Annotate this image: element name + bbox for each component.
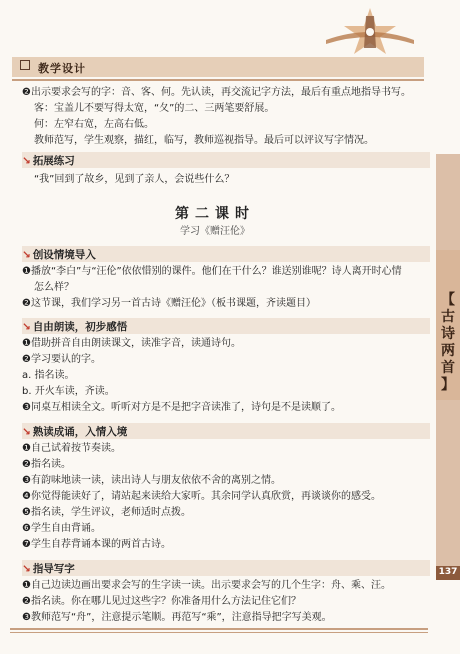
body-line: ❹你觉得能读好了，请站起来读给大家听。其余同学认真欣赏，再谈谈你的感受。 (22, 491, 381, 502)
footer-rule (10, 628, 428, 630)
body-line: ❸教师范写“舟”，注意提示笔顺。再范写“乘”，注意指导把字写美观。 (22, 612, 332, 623)
body-line: ❶借助拼音自由朗读课文，读准字音，读通诗句。 (22, 338, 241, 349)
footer-rule-thin (10, 632, 428, 633)
body-line: ❶自己试着按节奏读。 (22, 443, 121, 454)
lesson-title: 第二课时 (175, 206, 255, 222)
section-title: 指导写字 (32, 563, 75, 575)
section-heading (22, 319, 127, 334)
header-divider (12, 79, 424, 81)
arrow-icon: ↘ (22, 155, 31, 167)
side-tab-title: 古诗两首 (441, 309, 455, 376)
body-line: ❷出示要求会写的字：音、客、何。先认读，再交流记字方法，最后有重点地指导书写。 (22, 87, 411, 98)
side-tab-text (438, 292, 458, 394)
body-line: ❺指名读，学生评议，老师适时点拨。 (22, 507, 191, 518)
body-line: 何：左窄右宽，左高右低。 (34, 119, 154, 130)
section-heading (22, 247, 96, 262)
body-line: ❸同桌互相读全文。听听对方是不是把字音读准了，诗句是不是读顺了。 (22, 402, 341, 413)
section-heading (22, 424, 127, 439)
section-title: 熟读成诵，入情入境 (32, 426, 128, 438)
body-line: ❷指名读。 (22, 459, 71, 470)
section-bar (22, 152, 430, 168)
side-tab-bottom (436, 400, 460, 566)
body-line: 教师范写，学生观察，描红，临写，教师巡视指导。最后可以评议写字情况。 (34, 135, 374, 146)
arrow-icon: ↘ (22, 563, 31, 575)
body-line: ❻学生自由背诵。 (22, 523, 101, 534)
header-section-label: 教学设计 (38, 62, 86, 75)
body-line: b. 开火车读，齐读。 (22, 386, 115, 397)
body-line: “我”回到了故乡，见到了亲人，会说些什么？ (34, 174, 235, 185)
body-line: 怎么样？ (34, 282, 74, 293)
body-line: ❷学习要认的字。 (22, 354, 101, 365)
body-line: ❶播放“李白”与“汪伦”依依惜别的课件。他们在干什么？谁送别谁呢？诗人离开时心情 (22, 266, 402, 277)
lesson-subtitle: 学习《赠汪伦》 (180, 226, 250, 237)
arrow-icon: ↘ (22, 249, 31, 261)
section-heading (22, 153, 75, 168)
side-tab-bracket-open: 【 (441, 292, 455, 308)
header-square-icon (20, 60, 30, 70)
section-title: 自由朗读，初步感悟 (32, 321, 128, 333)
decorative-plane-logo (320, 4, 420, 58)
body-line: ❶自己边读边画出要求会写的生字读一读。出示要求会写的几个生字：舟、乘、汪。 (22, 580, 391, 591)
section-title: 拓展练习 (32, 155, 75, 167)
body-line: a. 指名读。 (22, 370, 75, 381)
body-line: ❸有韵味地读一读，读出诗人与朋友依依不舍的离别之情。 (22, 475, 281, 486)
arrow-icon: ↘ (22, 321, 31, 333)
body-line: ❷指名读。你在哪儿见过这些字？你准备用什么方法记住它们？ (22, 596, 301, 607)
side-tab-top (436, 154, 460, 250)
side-tab-bracket-close: 】 (441, 377, 455, 393)
section-bar (22, 560, 430, 576)
section-title: 创设情境导入 (32, 249, 96, 261)
page-number: 137 (438, 567, 458, 577)
body-line: 客：宝盖儿不要写得太宽，“夂”的二、三两笔要舒展。 (34, 103, 275, 114)
section-heading (22, 561, 75, 576)
body-line: ❷这节课，我们学习另一首古诗《赠汪伦》（板书课题，齐读题目） (22, 298, 316, 309)
arrow-icon: ↘ (22, 426, 31, 438)
body-line: ❼学生自荐背诵本课的两首古诗。 (22, 539, 171, 550)
